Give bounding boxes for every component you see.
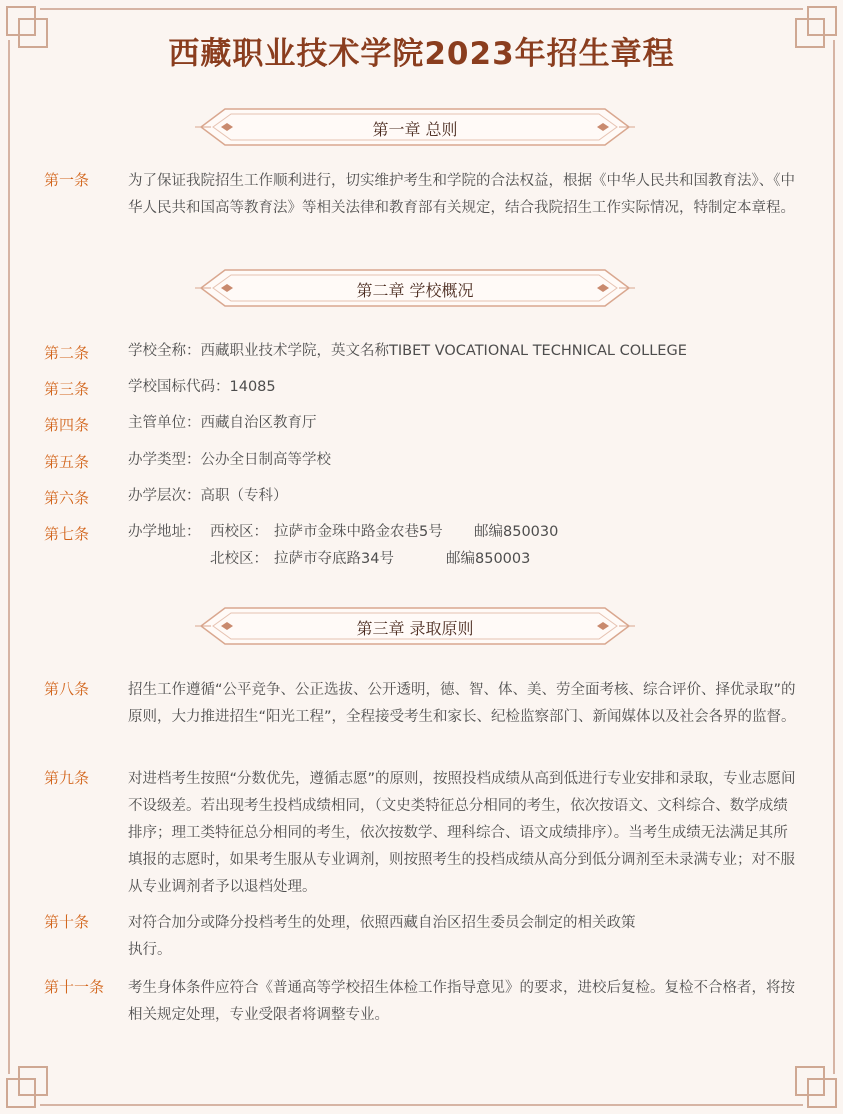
article-text: 招生工作遵循“公平竞争、公正选拔、公开透明，德、智、体、美、劳全面考核、综合评价、择优录取”的原则，大力推进招生“阳光工程”，全程接受考生和家长、纪检监察部门、新闻媒体以及社会各界的监督。 bbox=[128, 682, 796, 725]
article-label: 第五条 bbox=[44, 453, 90, 471]
frame-right-line bbox=[833, 40, 835, 1074]
address-row-west bbox=[128, 519, 802, 546]
article-text bbox=[128, 910, 802, 964]
article-label: 第二条 bbox=[44, 344, 90, 362]
article-text-line-2: 执行。 bbox=[128, 942, 172, 958]
campus-postcode: 邮编850030 bbox=[474, 524, 559, 540]
chapter-title: 第二章 学校概况 bbox=[356, 281, 474, 300]
corner-ornament-bottom-right bbox=[793, 1064, 837, 1108]
article-label: 第六条 bbox=[44, 489, 90, 507]
article-text: 办学类型：公办全日制高等学校 bbox=[128, 452, 331, 468]
chapter-title: 第一章 总则 bbox=[372, 120, 458, 139]
article-label: 第四条 bbox=[44, 416, 90, 434]
campus-name: 北校区： bbox=[210, 551, 268, 567]
frame-top-line bbox=[40, 8, 803, 10]
campus-name: 西校区： bbox=[210, 524, 268, 540]
campus-address: 拉萨市金珠中路金农巷5号 bbox=[274, 524, 443, 540]
article-label: 第八条 bbox=[44, 680, 90, 698]
frame-left-line bbox=[8, 40, 10, 1074]
address-prefix: 办学地址： bbox=[128, 524, 201, 540]
article-text: 考生身体条件应符合《普通高等学校招生体检工作指导意见》的要求，进校后复检。复检不合格者，将按相关规定处理，专业受限者将调整专业。 bbox=[128, 980, 795, 1023]
chapter-title: 第三章 录取原则 bbox=[356, 619, 474, 638]
chapter-banner-1 bbox=[195, 107, 635, 147]
corner-ornament-bottom-left bbox=[6, 1064, 50, 1108]
campus-address: 拉萨市夺底路34号 bbox=[274, 551, 394, 567]
page-title: 西藏职业技术学院2023年招生章程 bbox=[168, 36, 675, 72]
article-label: 第三条 bbox=[44, 380, 90, 398]
article-text: 对进档考生按照“分数优先，遵循志愿”的原则，按照投档成绩从高到低进行专业安排和录取，专业志愿间不设级差。若出现考生投档成绩相同，（文史类特征总分相同的考生，依次按语文、文科综合、数学成绩排序；理工类特征总分相同的考生，依次按数学、理科综合、语文成绩排序）。当考生成绩无法满足其所填报的志愿时，如果考生服从专业调剂，则按照考生的投档成绩从高分到低分调剂至未录满专业；对不服从专业调剂者予以退档处理。 bbox=[128, 771, 796, 895]
campus-postcode: 邮编850003 bbox=[446, 551, 531, 567]
article-text: 办学层次：高职（专科） bbox=[128, 488, 288, 504]
article-label: 第九条 bbox=[44, 769, 90, 787]
article-text: 学校全称：西藏职业技术学院，英文名称TIBET VOCATIONAL TECHNICAL COLLEGE bbox=[128, 343, 687, 359]
chapter-banner-3 bbox=[195, 606, 635, 646]
article-label: 第七条 bbox=[44, 525, 90, 543]
article-label: 第一条 bbox=[44, 171, 90, 189]
article-address bbox=[128, 519, 802, 573]
article-text: 学校国标代码：14085 bbox=[128, 379, 276, 395]
frame-bottom-line bbox=[40, 1104, 803, 1106]
article-label: 第十条 bbox=[44, 913, 90, 931]
article-label: 第十一条 bbox=[44, 978, 105, 996]
address-row-north bbox=[128, 546, 802, 573]
article-text-line-1: 对符合加分或降分投档考生的处理，依照西藏自治区招生委员会制定的相关政策 bbox=[128, 915, 636, 931]
chapter-banner-2 bbox=[195, 268, 635, 308]
article-text: 主管单位：西藏自治区教育厅 bbox=[128, 415, 317, 431]
article-text: 为了保证我院招生工作顺利进行，切实维护考生和学院的合法权益，根据《中华人民共和国教育法》、《中华人民共和国高等教育法》等相关法律和教育部有关规定，结合我院招生工作实际情况，特制定本章程。 bbox=[128, 173, 795, 216]
